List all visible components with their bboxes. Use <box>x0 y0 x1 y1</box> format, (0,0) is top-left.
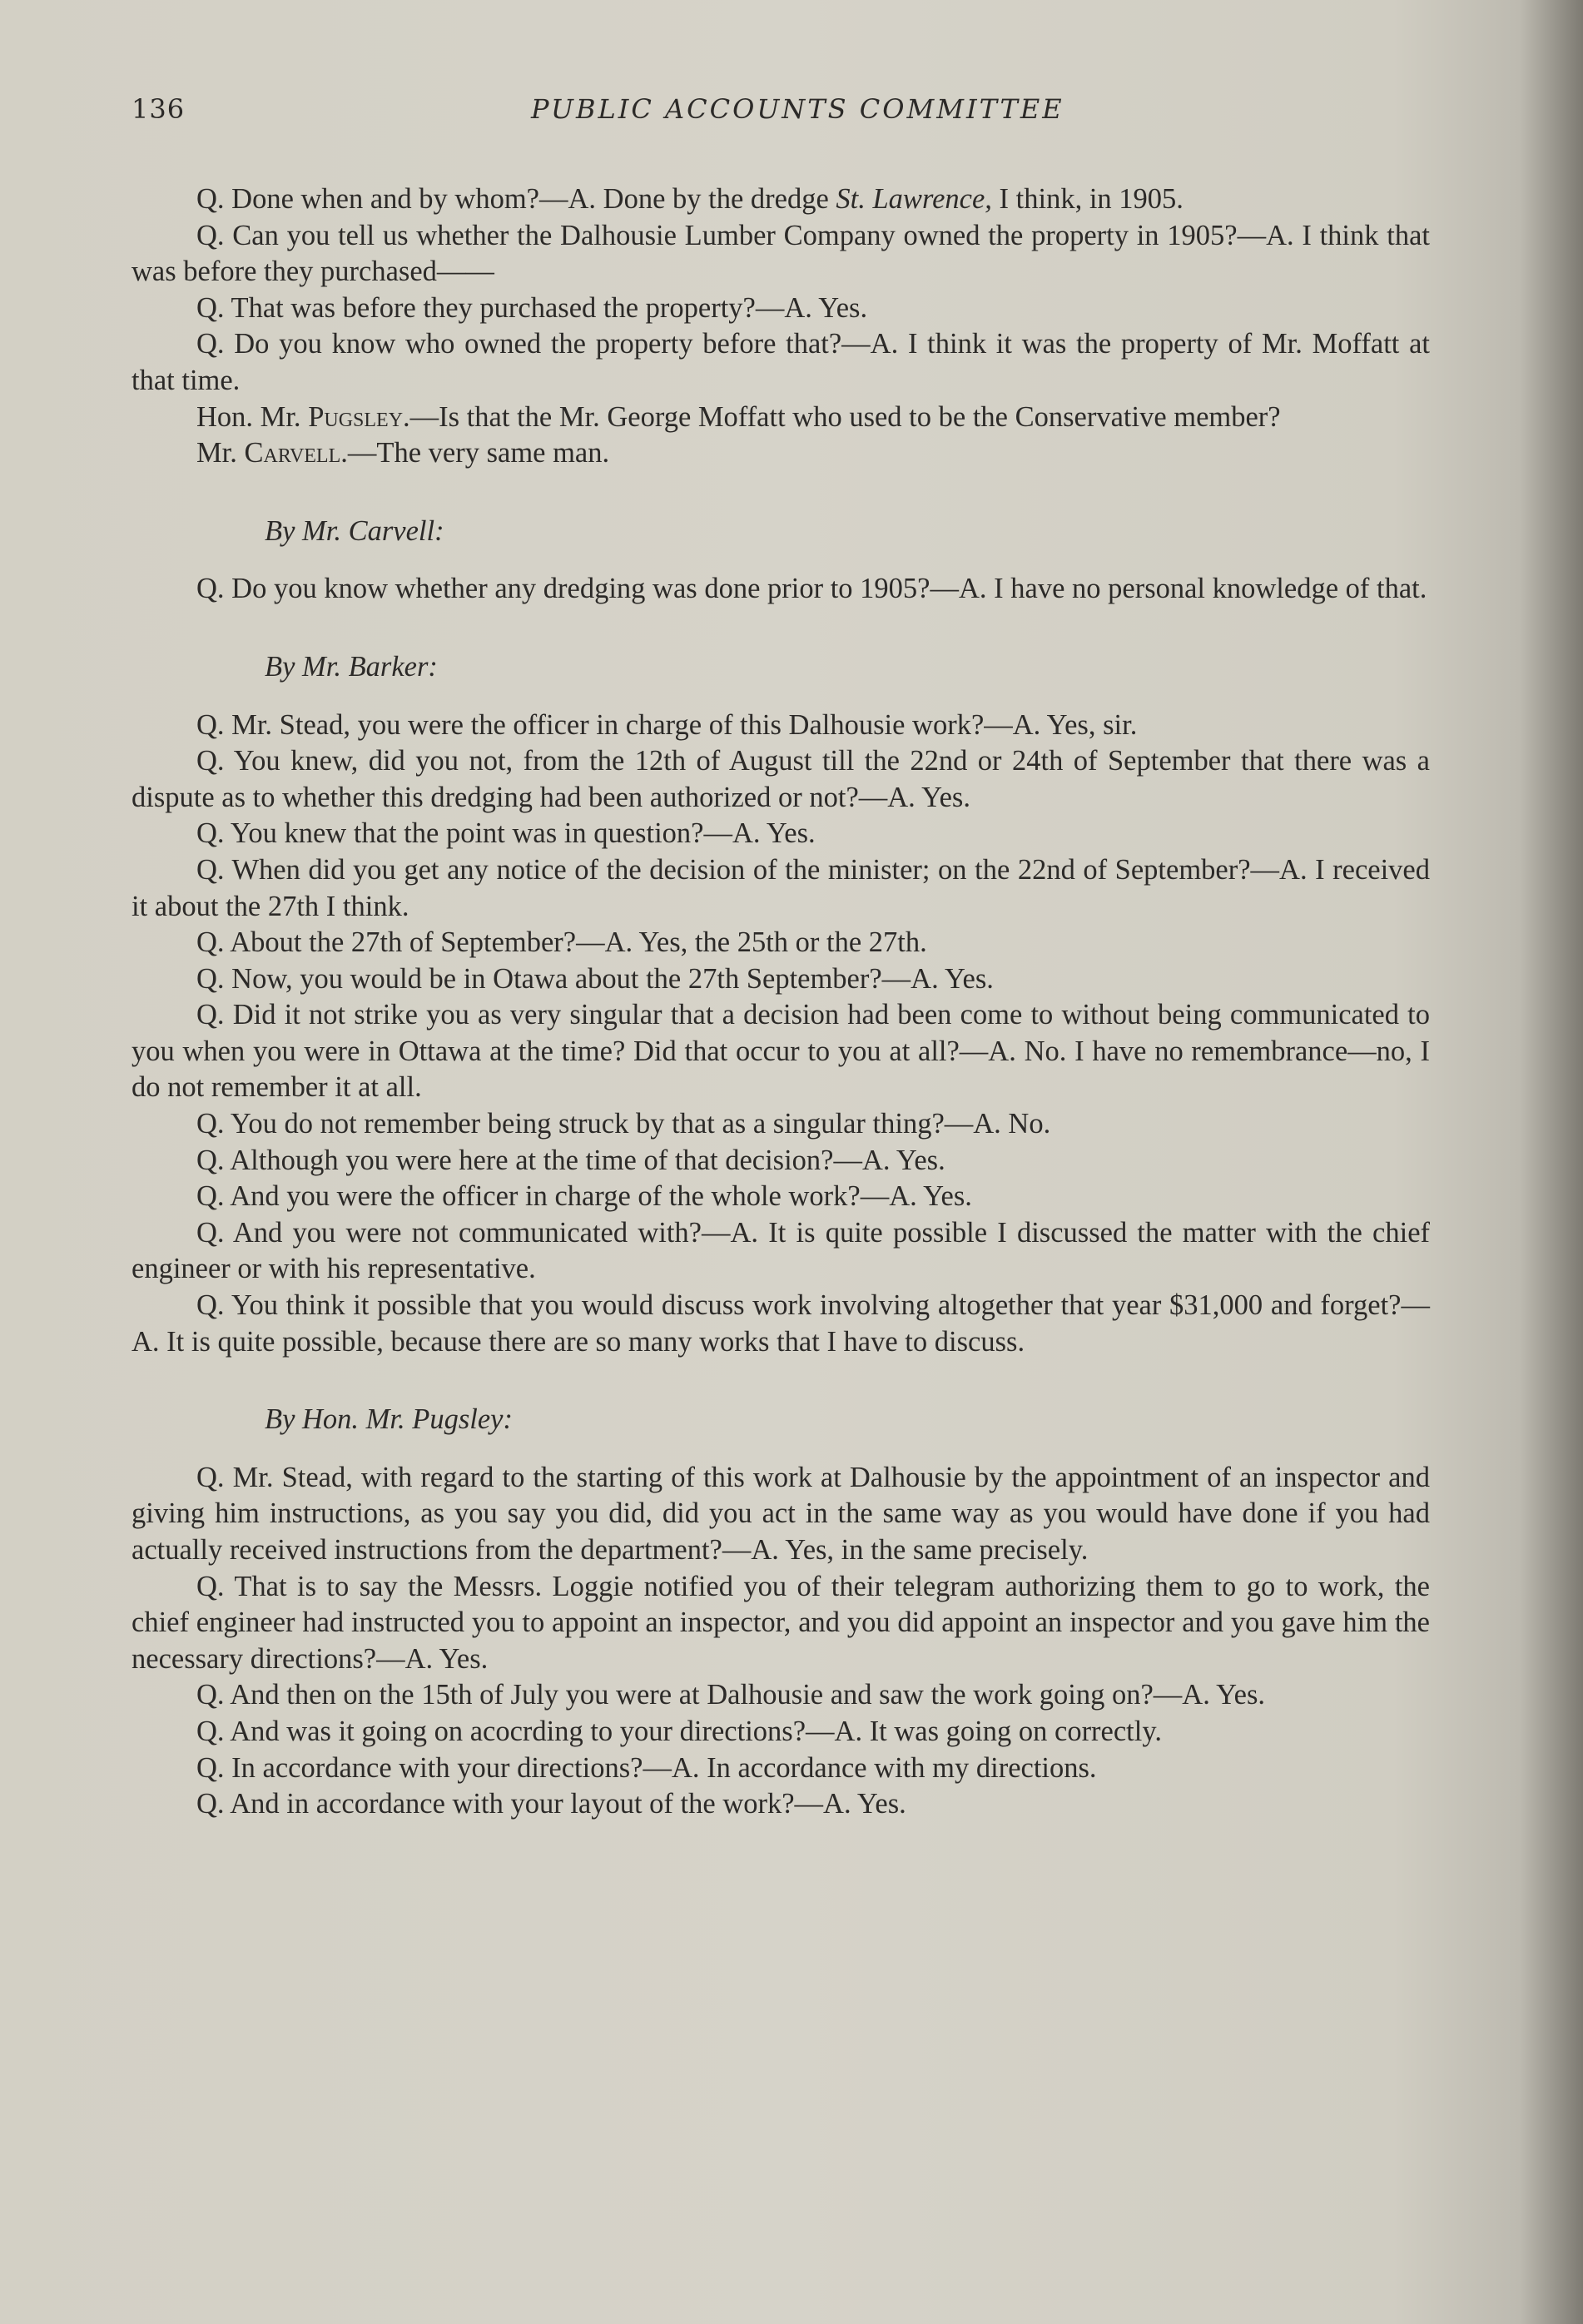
speaker-prefix: Hon. Mr. <box>196 400 309 433</box>
page-body <box>132 181 1430 1823</box>
examiner-heading: By Mr. Barker: <box>265 650 438 683</box>
paragraph-text: I think, in 1905. <box>991 183 1184 215</box>
paragraph <box>132 181 1430 218</box>
paragraph: Q. And you were the officer in charge of the whole work?—A. Yes. <box>196 1180 972 1213</box>
paragraph: Q. Do you know whether any dredging was done prior to 1905?—A. I have no personal knowledge of that. <box>196 573 1427 605</box>
examiner-heading: By Mr. Carvell: <box>265 514 444 547</box>
paragraph: Q. And then on the 15th of July you were at Dalhousie and saw the work going on?—A. Yes. <box>196 1679 1265 1711</box>
paragraph: Q. You think it possible that you would discuss work involving altogether that year $31,000 and forget?—A. It is quite possible, because there are so many works that I have to discuss. <box>132 1289 1430 1358</box>
paragraph: Q. Do you know who owned the property before that?—A. I think it was the property of Mr. Moffatt at that time. <box>132 328 1430 396</box>
paragraph: Q. That is to say the Messrs. Loggie notified you of their telegram authorizing them to go to work, the chief engineer had instructed you to appoint an inspector, and you did appoint an inspector and you gave him the necessary directions?—A. Yes. <box>132 1570 1430 1675</box>
paragraph: Q. Mr. Stead, with regard to the starting of this work at Dalhousie by the appointment of an inspector and giving him instructions, as you say you did, did you act in the same way as you would have done if you had actually received instructions from the department?—A. Yes, in the same precisely. <box>132 1461 1430 1566</box>
paragraph: Q. That was before they purchased the property?—A. Yes. <box>196 291 868 324</box>
ship-name: St. Lawrence, <box>836 183 992 215</box>
paragraph: Q. Did it not strike you as very singular that a decision had been come to without being communicated to you when you were in Ottawa at the time? Did that occur to you at all?—A. No. I have no remembrance—no, I do not remember it at all. <box>132 999 1430 1104</box>
running-head: PUBLIC ACCOUNTS COMMITTEE <box>531 93 1064 125</box>
paragraph-text: Q. Done when and by whom?—A. Done by the dredge <box>196 183 836 215</box>
paragraph: Q. When did you get any notice of the decision of the minister; on the 22nd of September?—A. I received it about the 27th I think. <box>132 853 1430 922</box>
speaker-prefix: Mr. <box>196 437 245 469</box>
paragraph: Q. You knew, did you not, from the 12th of August till the 22nd or 24th of September that there was a dispute as to whether this dredging had been authorized or not?—A. Yes. <box>132 745 1430 813</box>
paragraph: Q. And in accordance with your layout of the work?—A. Yes. <box>196 1788 906 1820</box>
speaker-name: Pugsley <box>308 400 404 433</box>
paragraph: Q. Now, you would be in Otawa about the 27th September?—A. Yes. <box>196 962 994 995</box>
paragraph: Q. You knew that the point was in question?—A. Yes. <box>196 817 816 850</box>
page-header <box>132 93 1430 135</box>
speaker-paragraph <box>132 400 1430 436</box>
paragraph: Q. Although you were here at the time of that decision?—A. Yes. <box>196 1144 945 1176</box>
paragraph: Q. And was it going on acocrding to your directions?—A. It was going on correctly. <box>196 1715 1162 1747</box>
paragraph: Q. Mr. Stead, you were the officer in charge of this Dalhousie work?—A. Yes, sir. <box>196 708 1138 741</box>
paragraph: Q. In accordance with your directions?—A. In accordance with my directions. <box>196 1751 1097 1784</box>
paragraph: Q. And you were not communicated with?—A. It is quite possible I discussed the matter with the chief engineer or with his representative. <box>132 1216 1430 1285</box>
paragraph: Q. Can you tell us whether the Dalhousie Lumber Company owned the property in 1905?—A. I think that was before they purchased—— <box>132 219 1430 288</box>
page-number: 136 <box>132 93 186 125</box>
examiner-heading: By Hon. Mr. Pugsley: <box>265 1403 513 1436</box>
paragraph: Q. About the 27th of September?—A. Yes, the 25th or the 27th. <box>196 926 927 959</box>
paragraph: Q. You do not remember being struck by that as a singular thing?—A. No. <box>196 1108 1051 1140</box>
speaker-paragraph <box>132 435 1430 472</box>
speaker-name: Carvell <box>244 437 341 469</box>
paragraph-text: .—The very same man. <box>340 437 610 469</box>
paragraph-text: .—Is that the Mr. George Moffatt who used to be the Conservative member? <box>403 400 1281 433</box>
